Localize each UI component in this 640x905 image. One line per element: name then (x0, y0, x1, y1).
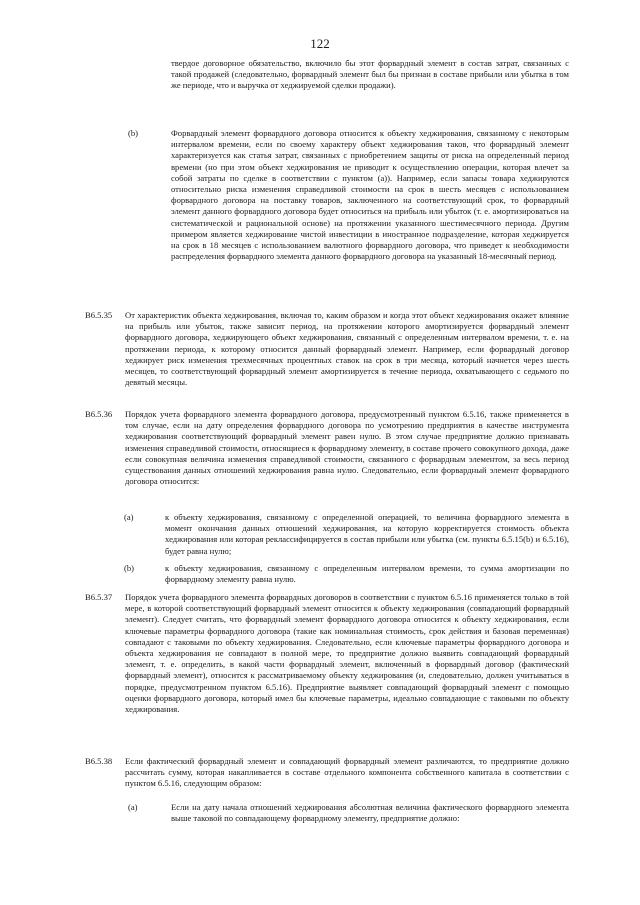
item-a-continuation-text: твердое договорное обязательство, включило бы этот форвардный элемент в состав затрат, связанных с такой продажей (следовательно, форвардный элемент был бы признан в составе прибыли или убытка в том же периоде, что и выручка от хеджируемой сделки продажи). (171, 58, 569, 91)
b6-5-38-item-a-text: Если на дату начала отношений хеджирования абсолютная величина фактического форвардного элемента выше таковой по совпадающему форвардному элементу, предприятие должно: (171, 802, 569, 824)
b6-5-36-item-b-text: к объекту хеджирования, связанному с определенным интервалом времени, то сумма амортизации по форвардному элементу равна нулю. (165, 563, 569, 585)
b6-5-36-item-a-text: к объекту хеджирования, связанному с определенной операцией, то величина форвардного элемента в момент окончания данных отношений хеджирования, на которую корректируется стоимость объекта хеджирования или которая реклассифицируется в состав прибыли или убытка (см. пункты 6.5.15(b) и 6.5.16), будет равна нулю; (165, 512, 569, 556)
paragraph-b6-5-36-text: Порядок учета форвардного элемента форвардного договора, предусмотренный пунктом 6.5.16, также применяется в том случае, если на дату определения форвардного договора по усмотрению предприятия в качестве инструмента хеджирования соответствующий форвардный элемент равен нулю. В этом случае предприятие должно признавать изменения справедливой стоимости, относящиеся к форвардному элементу, в составе прочего совокупного дохода, даже если совокупная величина изменения справедливой стоимости, связанного с форвардным элементом, за весь период существования данных отношений хеджирования равна нулю. Следовательно, если форвардный элемент форвардного договора относится: (125, 409, 569, 487)
paragraph-b6-5-35-text: От характеристик объекта хеджирования, включая то, каким образом и когда этот объект хеджирования окажет влияние на прибыль или убыток, также зависит период, на протяжении которого амортизируется форвардный элемент форвардного договора, хеджирующего объект хеджирования, связанный с определенным интервалом времени, т. е. на протяжении периода, к которому относится данный форвардный элемент. Например, если форвардный договор хеджирует риск изменения трехмесячных процентных ставок на срок в три месяца, который начнется через шесть месяцев, то соответствующий форвардный элемент амортизируется в течение периода, охватывающего с седьмого по девятый месяцы. (125, 310, 569, 388)
b6-5-36-item-a-marker: (а) (124, 512, 134, 522)
b6-5-36-item-b-marker: (b) (124, 563, 135, 573)
paragraph-b6-5-38-text: Если фактический форвардный элемент и совпадающий форвардный элемент различаются, то предприятие должно рассчитать сумму, которая накапливается в составе отдельного компонента собственного капитала в соответствии с пунктом 6.5.16, следующим образом: (125, 756, 569, 789)
paragraph-b6-5-37-text: Порядок учета форвардного элемента форвардных договоров в соответствии с пунктом 6.5.16 применяется только в той мере, в которой соответствующий форвардный элемент относится к объекту хеджирования (совпадающий форвардный элемент). Следует считать, что форвардный элемент форвардного договора относится к объекту хеджирования, если ключевые параметры форвардного договора (такие как номинальная стоимость, срок действия и базовая переменная) совпадают с таковыми по объекту хеджирования. Следовательно, если ключевые параметры форвардного договора и объекта хеджирования не совпадают в полной мере, то предприятие должно выявить совпадающий форвардный элемент, т. е. определить, в какой части форвардный элемент, включенный в форвардный договор (фактический форвардный элемент), относится к рассматриваемому объекту хеджирования (и, следовательно, должен учитываться в порядке, предусмотренном пунктом 6.5.16). Предприятие выявляет совпадающий форвардный элемент с помощью оценки форвардного договора, который имел бы ключевые параметры, идеально совпадающие с таковыми по объекту хеджирования. (125, 592, 569, 715)
item-b-text: Форвардный элемент форвардного договора относится к объекту хеджирования, связанному с некоторым интервалом времени, если по своему характеру объект хеджирования таков, что форвардный элемент характеризуется как статья затрат, связанных с приобретением защиты от риска на определенный период времени (но при этом объект хеджирования не приводит к осуществлению операции, которая влечет за собой затраты по сделке в соответствии с пунктом (а)). Например, если запасы товара хеджируются относительно риска изменения справедливой стоимости на срок в шесть месяцев с использованием форвардного договора на поставку товаров, заключенного на соответствующий срок, то форвардный элемент данного форвардного договора будет относиться на прибыль или убыток (т. е. амортизироваться на систематической и рациональной основе) на протяжении указанного шестимесячного периода. Другим примером является хеджирование чистой инвестиции в иностранное подразделение, которая хеджируется на срок в 18 месяцев с использованием валютного форвардного договора, что приведет к необходимости распределения форвардного элемента данного форвардного договора на указанный 18-месячный период. (171, 128, 569, 262)
page-number: 122 (310, 36, 330, 51)
b6-5-38-item-a-marker: (а) (128, 802, 138, 812)
paragraph-number-b6-5-38: B6.5.38 (85, 756, 113, 766)
paragraph-number-b6-5-36: B6.5.36 (85, 409, 113, 419)
paragraph-number-b6-5-35: B6.5.35 (85, 310, 113, 320)
paragraph-number-b6-5-37: B6.5.37 (85, 592, 113, 602)
item-b-marker: (b) (128, 128, 139, 138)
